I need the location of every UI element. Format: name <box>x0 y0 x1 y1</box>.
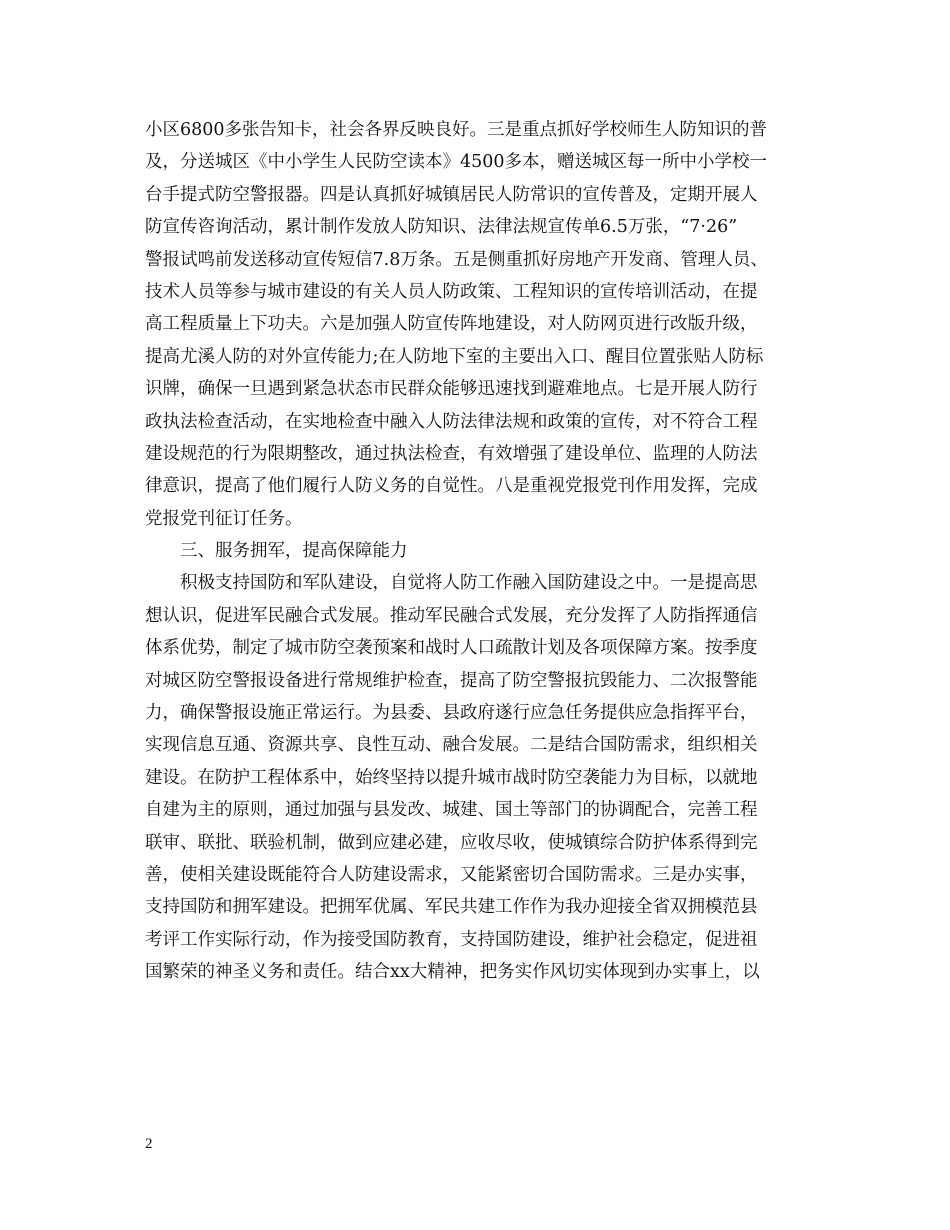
text-line: 建设。在防护工程体系中，始终坚持以提升城市战时防空袭能力为目标，以就地 <box>145 767 758 788</box>
text-line: 支持国防和拥军建设。把拥军优属、军民共建工作作为我办迎接全省双拥模范县 <box>145 897 758 918</box>
body-text <box>145 114 805 989</box>
text-line: 识牌，确保一旦遇到紧急状态市民群众能够迅速找到避难地点。七是开展人防行 <box>145 379 758 400</box>
text-line: 高工程质量上下功夫。六是加强人防宣传阵地建设，对人防网页进行改版升级， <box>145 314 758 335</box>
text-line: 建设规范的行为限期整改，通过执法检查，有效增强了建设单位、监理的人防法 <box>145 443 758 464</box>
text-line: 防宣传咨询活动，累计制作发放人防知识、法律法规宣传单6.5万张，“7·26” <box>145 217 738 238</box>
text-line: 力，确保警报设施正常运行。为县委、县政府遂行应急任务提供应急指挥平台， <box>145 703 758 724</box>
text-line: 积极支持国防和军队建设，自觉将人防工作融入国防建设之中。一是提高思 <box>180 573 758 594</box>
text-line: 善，使相关建设既能符合人防建设需求，又能紧密切合国防需求。三是办实事， <box>145 864 758 885</box>
text-line: 考评工作实际行动，作为接受国防教育，支持国防建设，维护社会稳定，促进祖 <box>145 929 758 950</box>
text-line: 国繁荣的神圣义务和责任。结合xx大精神，把务实作风切实体现到办实事上，以 <box>145 962 760 983</box>
text-line: 想认识，促进军民融合式发展。推动军民融合式发展，充分发挥了人防指挥通信 <box>145 605 758 626</box>
text-line: 实现信息互通、资源共享、良性互动、融合发展。二是结合国防需求，组织相关 <box>145 735 758 756</box>
page-number: 2 <box>145 1136 153 1152</box>
text-line: 警报试鸣前发送移动宣传短信7.8万条。五是侧重抓好房地产开发商、管理人员、 <box>145 249 768 270</box>
text-line: 体系优势，制定了城市防空袭预案和战时人口疏散计划及各项保障方案。按季度 <box>145 638 758 659</box>
section-heading: 三、服务拥军，提高保障能力 <box>180 541 408 562</box>
text-line: 技术人员等参与城市建设的有关人员人防政策、工程知识的宣传培训活动，在提 <box>145 281 758 302</box>
text-line: 及，分送城区《中小学生人民防空读本》4500多本，赠送城区每一所中小学校一 <box>145 152 768 173</box>
text-line: 小区6800多张告知卡，社会各界反映良好。三是重点抓好学校师生人防知识的普 <box>145 120 768 140</box>
text-line: 台手提式防空警报器。四是认真抓好城镇居民人防常识的宣传普及，定期开展人 <box>145 184 758 205</box>
text-line: 党报党刊征订任务。 <box>145 508 303 529</box>
text-line: 联审、联批、联验机制，做到应建必建，应收尽收，使城镇综合防护体系得到完 <box>145 832 758 853</box>
text-line: 政执法检查活动，在实地检查中融入人防法律法规和政策的宣传，对不符合工程 <box>145 411 758 432</box>
text-line: 对城区防空警报设备进行常规维护检查，提高了防空警报抗毁能力、二次报警能 <box>145 670 758 691</box>
text-line: 提高尤溪人防的对外宣传能力;在人防地下室的主要出入口、醒目位置张贴人防标 <box>145 346 764 367</box>
text-line: 律意识，提高了他们履行人防义务的自觉性。八是重视党报党刊作用发挥，完成 <box>145 476 758 497</box>
text-line: 自建为主的原则，通过加强与县发改、城建、国土等部门的协调配合，完善工程 <box>145 800 758 821</box>
